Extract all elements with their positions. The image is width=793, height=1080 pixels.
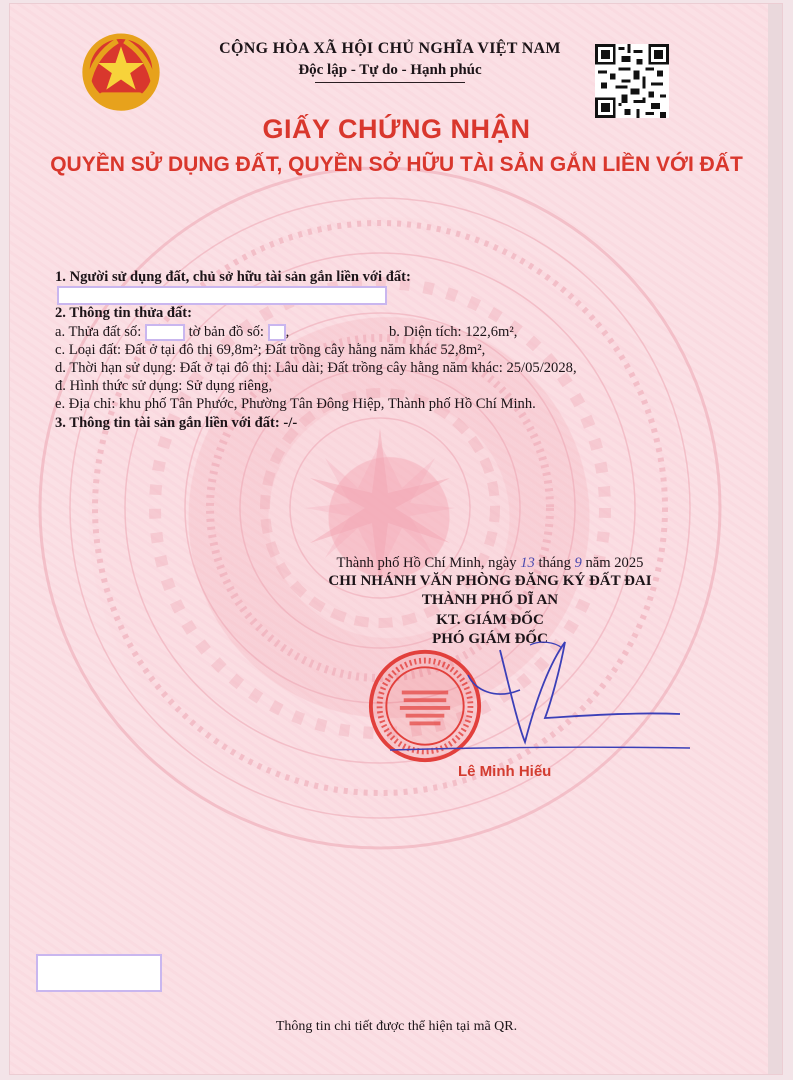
office-name-line2: THÀNH PHỐ DĨ AN (421, 592, 559, 608)
qr-code[interactable] (595, 44, 669, 118)
role-line2: PHÓ GIÁM ĐỐC (432, 631, 548, 647)
parcel-line (55, 323, 695, 341)
motto-underline (315, 82, 465, 83)
month-label: tháng (538, 555, 571, 571)
area-text: b. Diện tích: 122,6m², (389, 323, 518, 340)
section2-heading: 2. Thông tin thửa đất: (55, 305, 193, 322)
usage-form-line: đ. Hình thức sử dụng: Sử dụng riêng, (55, 378, 273, 395)
map-label: tờ bản đồ số: (188, 323, 264, 340)
section1-heading: 1. Người sử dụng đất, chủ sở hữu tài sản gắn liền với đất: (55, 269, 411, 285)
land-type-line: c. Loại đất: Đất ở tại đô thị 69,8m²; Đất trồng cây hằng năm khác 52,8m², (55, 341, 486, 358)
section3-value: -/- (283, 414, 298, 431)
owner-line (55, 286, 695, 304)
national-emblem (75, 28, 167, 120)
certificate-body (55, 268, 695, 432)
parcel-number-redaction (145, 324, 185, 341)
parcel-label: a. Thửa đất số: (55, 323, 142, 340)
handwritten-signature (380, 630, 720, 760)
place-date (280, 555, 700, 572)
duration-line: d. Thời hạn sử dụng: Đất ở tại đô thị: Lâu dài; Đất trồng cây hằng năm khác: 25/05/2028, (55, 359, 577, 376)
section3-line (55, 414, 695, 432)
signer-name: Lê Minh Hiếu (458, 763, 552, 780)
owner-redaction (57, 286, 387, 305)
address-line: e. Địa chỉ: khu phố Tân Phước, Phường Tân Đông Hiệp, Thành phố Hồ Chí Minh. (55, 396, 536, 413)
signing-day: 13 (520, 555, 535, 571)
section3-heading: 3. Thông tin tài sản gắn liền với đất: (55, 414, 280, 431)
certificate-title: GIẤY CHỨNG NHẬN (262, 114, 531, 144)
signing-year: năm 2025 (585, 555, 644, 571)
office-name-line1: CHI NHÁNH VĂN PHÒNG ĐĂNG KÝ ĐẤT ĐAI (328, 573, 652, 589)
qr-footer-note: Thông tin chi tiết được thể hiện tại mã QR. (275, 1019, 518, 1034)
map-number-redaction (268, 324, 286, 341)
map-suffix: , (285, 323, 290, 340)
signing-month: 9 (574, 555, 582, 571)
role-line1: KT. GIÁM ĐỐC (436, 612, 544, 628)
certificate-subtitle: QUYỀN SỬ DỤNG ĐẤT, QUYỀN SỞ HỮU TÀI SẢN GẮN LIỀN VỚI ĐẤT (50, 153, 743, 176)
national-motto: Độc lập - Tự do - Hạnh phúc (298, 62, 482, 78)
national-title: CỘNG HÒA XÃ HỘI CHỦ NGHĨA VIỆT NAM (219, 40, 561, 57)
place-date-prefix: Thành phố Hồ Chí Minh, ngày (336, 555, 517, 571)
serial-number-redaction (36, 954, 162, 992)
national-header (190, 40, 590, 83)
